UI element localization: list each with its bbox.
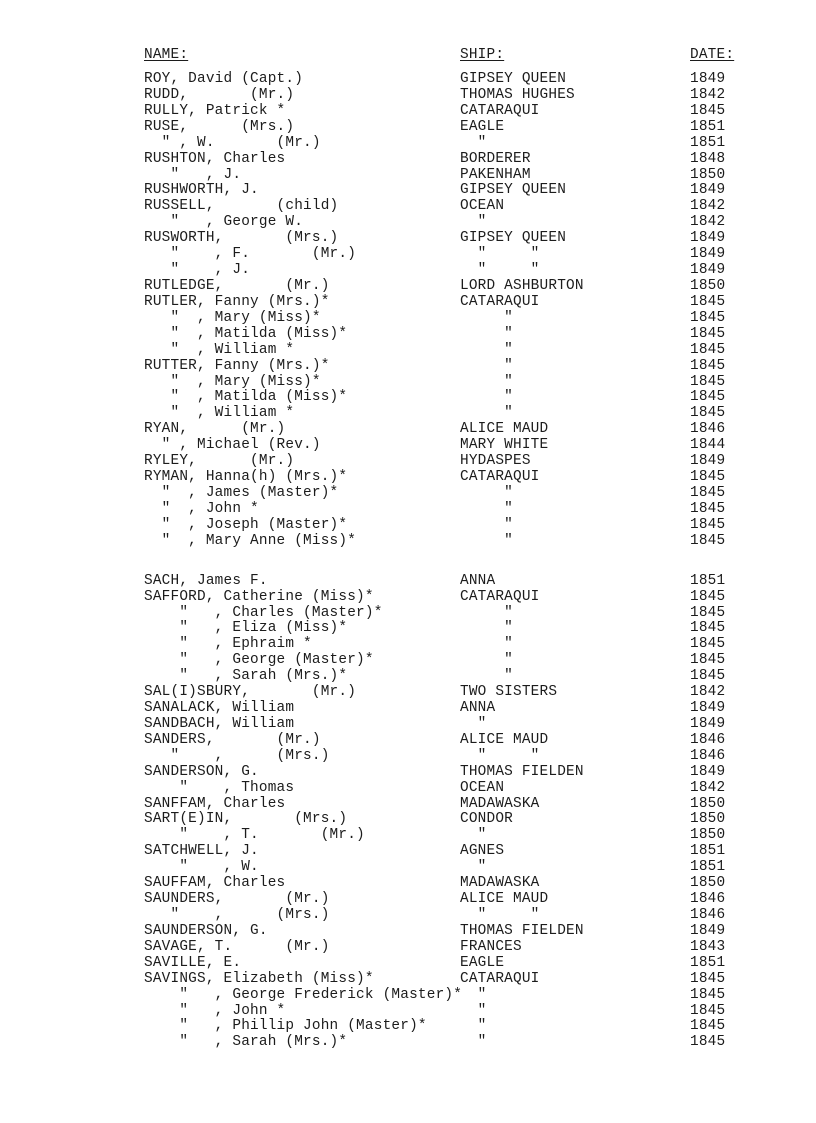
passenger-name: " , George Frederick (Master)*: [144, 986, 463, 1003]
ship-name: MADAWASKA: [460, 795, 540, 812]
ship-name: " ": [460, 262, 540, 279]
passenger-name: " , Eliza (Miss)*: [144, 620, 348, 637]
ship-name: AGNES: [460, 843, 505, 860]
passenger-name: " , James (Master)*: [144, 484, 339, 501]
passenger-name: RUSWORTH, (Mrs.): [144, 230, 339, 247]
ship-name: OCEAN: [460, 198, 505, 215]
passenger-name: RYAN, (Mr.): [144, 421, 286, 438]
passenger-row: [0, 590, 816, 606]
passenger-row: [0, 120, 816, 136]
ship-name: EAGLE: [460, 954, 505, 971]
arrival-year: 1845: [690, 652, 726, 669]
ship-name: ": [460, 532, 514, 549]
arrival-year: 1842: [690, 214, 726, 231]
arrival-year: 1850: [690, 795, 726, 812]
ship-name: CATARAQUI: [460, 588, 540, 605]
arrival-year: 1848: [690, 150, 726, 167]
arrival-year: 1845: [690, 357, 726, 374]
arrival-year: 1845: [690, 1018, 726, 1035]
passenger-name: " , J.: [144, 262, 251, 279]
arrival-year: 1849: [690, 700, 726, 717]
passenger-row: [0, 438, 816, 454]
ship-name: ": [460, 715, 487, 732]
ship-name: CATARAQUI: [460, 469, 540, 486]
passenger-row: [0, 518, 816, 534]
passenger-row: [0, 653, 816, 669]
passenger-row: [0, 701, 816, 717]
passenger-name: " , William *: [144, 405, 295, 422]
passenger-name: SAFFORD, Catherine (Miss)*: [144, 588, 374, 605]
passenger-name: SAVILLE, E.: [144, 954, 242, 971]
arrival-year: 1845: [690, 970, 726, 987]
ship-name: ": [460, 859, 487, 876]
passenger-row: [0, 606, 816, 622]
passenger-name: " , William *: [144, 341, 295, 358]
passenger-name: SAUNDERS, (Mr.): [144, 891, 330, 908]
arrival-year: 1845: [690, 102, 726, 119]
passenger-name: SANDBACH, William: [144, 715, 295, 732]
ship-name: MADAWASKA: [460, 875, 540, 892]
passenger-row: [0, 375, 816, 391]
arrival-year: 1842: [690, 198, 726, 215]
arrival-year: 1845: [690, 293, 726, 310]
ship-name: ": [460, 373, 514, 390]
passenger-row: [0, 717, 816, 733]
ship-name: MARY WHITE: [460, 437, 549, 454]
passenger-row: [0, 797, 816, 813]
ship-column-header: SHIP:: [460, 47, 505, 63]
passenger-row: [0, 574, 816, 590]
passenger-name: " , Charles (Master)*: [144, 604, 383, 621]
passenger-name: SATCHWELL, J.: [144, 843, 259, 860]
passenger-row: [0, 844, 816, 860]
passenger-name: RUSHTON, Charles: [144, 150, 286, 167]
passenger-row: [0, 199, 816, 215]
ship-name: ALICE MAUD: [460, 891, 549, 908]
ship-name: GIPSEY QUEEN: [460, 71, 567, 87]
arrival-year: 1845: [690, 986, 726, 1003]
passenger-name: RUDD, (Mr.): [144, 86, 295, 103]
ship-name: GIPSEY QUEEN: [460, 230, 567, 247]
ship-name: ": [460, 357, 514, 374]
passenger-name: SANALACK, William: [144, 700, 295, 717]
passenger-name: RUTLER, Fanny (Mrs.)*: [144, 293, 330, 310]
passenger-row: [0, 621, 816, 637]
passenger-row: [0, 924, 816, 940]
passenger-row: [0, 876, 816, 892]
passenger-row: [0, 311, 816, 327]
passenger-row: [0, 168, 816, 184]
passenger-name: " , W.: [144, 859, 259, 876]
passenger-row: [0, 637, 816, 653]
passenger-row: [0, 486, 816, 502]
passenger-name: SAVINGS, Elizabeth (Miss)*: [144, 970, 374, 987]
arrival-year: 1842: [690, 86, 726, 103]
ship-name: ": [460, 636, 514, 653]
passenger-name: " , J.: [144, 166, 242, 183]
passenger-row: [0, 534, 816, 550]
passenger-row: [0, 247, 816, 263]
ship-name: ANNA: [460, 572, 496, 589]
passenger-name: " , W. (Mr.): [144, 134, 321, 151]
ship-name: ": [460, 620, 514, 637]
ship-name: ALICE MAUD: [460, 421, 549, 438]
passenger-row: [0, 295, 816, 311]
ship-name: CATARAQUI: [460, 293, 540, 310]
ship-name: ": [460, 500, 514, 517]
ship-name: ": [460, 309, 514, 326]
ship-name: TWO SISTERS: [460, 684, 558, 701]
passenger-row: [0, 972, 816, 988]
ship-name: HYDASPES: [460, 453, 531, 470]
date-column-header: DATE:: [690, 47, 735, 63]
arrival-year: 1842: [690, 684, 726, 701]
passenger-row: [0, 183, 816, 199]
passenger-name: " , T. (Mr.): [144, 827, 365, 844]
arrival-year: 1842: [690, 779, 726, 796]
arrival-year: 1849: [690, 71, 726, 87]
passenger-name: SAUNDERSON, G.: [144, 922, 268, 939]
arrival-year: 1845: [690, 405, 726, 422]
passenger-row: [0, 406, 816, 422]
passenger-row: [0, 152, 816, 168]
passenger-row: [0, 749, 816, 765]
arrival-year: 1849: [690, 715, 726, 732]
arrival-year: 1845: [690, 373, 726, 390]
arrival-year: 1845: [690, 309, 726, 326]
section-gap: [0, 550, 816, 574]
ship-name: ": [460, 668, 514, 685]
ship-name: ": [460, 652, 514, 669]
ship-name: ": [460, 986, 487, 1003]
arrival-year: 1849: [690, 453, 726, 470]
passenger-row: [0, 1035, 816, 1051]
arrival-year: 1850: [690, 166, 726, 183]
name-column-header: NAME:: [144, 47, 189, 63]
ship-name: CATARAQUI: [460, 970, 540, 987]
ship-name: ": [460, 405, 514, 422]
arrival-year: 1845: [690, 1002, 726, 1019]
passenger-name: SANDERS, (Mr.): [144, 731, 321, 748]
passenger-name: " , Matilda (Miss)*: [144, 389, 348, 406]
passenger-name: SACH, James F.: [144, 572, 268, 589]
ship-name: GIPSEY QUEEN: [460, 182, 567, 199]
passenger-rows: [0, 72, 816, 1051]
arrival-year: 1844: [690, 437, 726, 454]
ship-name: ANNA: [460, 700, 496, 717]
ship-name: ": [460, 604, 514, 621]
arrival-year: 1846: [690, 421, 726, 438]
arrival-year: 1845: [690, 484, 726, 501]
passenger-row: [0, 860, 816, 876]
passenger-row: [0, 104, 816, 120]
passenger-row: [0, 263, 816, 279]
passenger-name: " , Phillip John (Master)*: [144, 1018, 427, 1035]
ship-name: ": [460, 827, 487, 844]
passenger-name: RUTLEDGE, (Mr.): [144, 277, 330, 294]
passenger-name: " , (Mrs.): [144, 907, 330, 924]
passenger-name: " , George (Master)*: [144, 652, 374, 669]
passenger-row: [0, 669, 816, 685]
passenger-name: SAL(I)SBURY, (Mr.): [144, 684, 357, 701]
passenger-row: [0, 422, 816, 438]
ship-name: THOMAS FIELDEN: [460, 922, 584, 939]
passenger-row: [0, 940, 816, 956]
passenger-row: [0, 136, 816, 152]
arrival-year: 1846: [690, 891, 726, 908]
arrival-year: 1849: [690, 262, 726, 279]
ship-name: LORD ASHBURTON: [460, 277, 584, 294]
passenger-name: " , F. (Mr.): [144, 246, 357, 263]
ship-name: ALICE MAUD: [460, 731, 549, 748]
passenger-name: " , Joseph (Master)*: [144, 516, 348, 533]
ship-name: ": [460, 341, 514, 358]
passenger-row: [0, 988, 816, 1004]
arrival-year: 1845: [690, 532, 726, 549]
arrival-year: 1845: [690, 341, 726, 358]
arrival-year: 1845: [690, 636, 726, 653]
ship-name: CATARAQUI: [460, 102, 540, 119]
passenger-row: [0, 828, 816, 844]
passenger-name: SANFFAM, Charles: [144, 795, 286, 812]
passenger-name: SANDERSON, G.: [144, 763, 259, 780]
ship-name: CONDOR: [460, 811, 514, 828]
passenger-row: [0, 892, 816, 908]
ship-name: " ": [460, 747, 540, 764]
ship-name: " ": [460, 246, 540, 263]
passenger-name: SART(E)IN, (Mrs.): [144, 811, 348, 828]
passenger-row: [0, 502, 816, 518]
ship-name: ": [460, 516, 514, 533]
arrival-year: 1846: [690, 747, 726, 764]
passenger-row: [0, 1019, 816, 1035]
passenger-name: " , Mary (Miss)*: [144, 309, 321, 326]
arrival-year: 1851: [690, 859, 726, 876]
arrival-year: 1845: [690, 389, 726, 406]
passenger-name: RYLEY, (Mr.): [144, 453, 295, 470]
arrival-year: 1849: [690, 246, 726, 263]
passenger-row: [0, 908, 816, 924]
arrival-year: 1845: [690, 500, 726, 517]
ship-name: ": [460, 1034, 487, 1051]
ship-name: ": [460, 134, 487, 151]
ship-name: PAKENHAM: [460, 166, 531, 183]
passenger-name: " , (Mrs.): [144, 747, 330, 764]
passenger-row: [0, 1004, 816, 1020]
passenger-name: " , Michael (Rev.): [144, 437, 321, 454]
arrival-year: 1849: [690, 922, 726, 939]
passenger-name: " , Matilda (Miss)*: [144, 325, 348, 342]
arrival-year: 1849: [690, 230, 726, 247]
passenger-name: " , John *: [144, 1002, 286, 1019]
arrival-year: 1845: [690, 604, 726, 621]
passenger-row: [0, 781, 816, 797]
passenger-name: RYMAN, Hanna(h) (Mrs.)*: [144, 469, 348, 486]
passenger-name: ROY, David (Capt.): [144, 71, 304, 87]
ship-name: EAGLE: [460, 118, 505, 135]
arrival-year: 1846: [690, 731, 726, 748]
passenger-name: " , Thomas: [144, 779, 295, 796]
passenger-row: [0, 279, 816, 295]
passenger-row: [0, 812, 816, 828]
ship-name: BORDERER: [460, 150, 531, 167]
arrival-year: 1843: [690, 938, 726, 955]
passenger-name: " , Mary Anne (Miss)*: [144, 532, 357, 549]
passenger-name: RUSHWORTH, J.: [144, 182, 259, 199]
arrival-year: 1850: [690, 811, 726, 828]
passenger-name: RULLY, Patrick *: [144, 102, 286, 119]
arrival-year: 1845: [690, 588, 726, 605]
arrival-year: 1845: [690, 620, 726, 637]
passenger-row: [0, 765, 816, 781]
arrival-year: 1851: [690, 118, 726, 135]
passenger-name: " , Mary (Miss)*: [144, 373, 321, 390]
arrival-year: 1845: [690, 668, 726, 685]
ship-name: " ": [460, 907, 540, 924]
passenger-name: " , John *: [144, 500, 259, 517]
passenger-row: [0, 231, 816, 247]
ship-name: OCEAN: [460, 779, 505, 796]
passenger-name: SAUFFAM, Charles: [144, 875, 286, 892]
ship-name: ": [460, 1018, 487, 1035]
passenger-name: SAVAGE, T. (Mr.): [144, 938, 330, 955]
arrival-year: 1851: [690, 134, 726, 151]
passenger-row: [0, 470, 816, 486]
passenger-row: [0, 454, 816, 470]
passenger-row: [0, 215, 816, 231]
arrival-year: 1851: [690, 954, 726, 971]
passenger-name: " , Sarah (Mrs.)*: [144, 668, 348, 685]
arrival-year: 1850: [690, 277, 726, 294]
passenger-name: " , George W.: [144, 214, 304, 231]
arrival-year: 1845: [690, 469, 726, 486]
passenger-name: " , Sarah (Mrs.)*: [144, 1034, 348, 1051]
arrival-year: 1845: [690, 1034, 726, 1051]
arrival-year: 1851: [690, 843, 726, 860]
passenger-name: RUSE, (Mrs.): [144, 118, 295, 135]
arrival-year: 1850: [690, 827, 726, 844]
ship-name: FRANCES: [460, 938, 522, 955]
passenger-row: [0, 343, 816, 359]
arrival-year: 1846: [690, 907, 726, 924]
ship-name: ": [460, 484, 514, 501]
arrival-year: 1849: [690, 182, 726, 199]
passenger-row: [0, 956, 816, 972]
arrival-year: 1850: [690, 875, 726, 892]
arrival-year: 1845: [690, 325, 726, 342]
passenger-row: [0, 685, 816, 701]
passenger-row: [0, 327, 816, 343]
passenger-row: [0, 88, 816, 104]
passenger-row: [0, 359, 816, 375]
passenger-row: [0, 72, 816, 88]
arrival-year: 1845: [690, 516, 726, 533]
passenger-row: [0, 390, 816, 406]
ship-name: ": [460, 1002, 487, 1019]
ship-name: ": [460, 325, 514, 342]
ship-name: THOMAS HUGHES: [460, 86, 575, 103]
arrival-year: 1849: [690, 763, 726, 780]
ship-name: THOMAS FIELDEN: [460, 763, 584, 780]
ship-name: ": [460, 389, 514, 406]
passenger-row: [0, 733, 816, 749]
ship-name: ": [460, 214, 487, 231]
arrival-year: 1851: [690, 572, 726, 589]
passenger-name: RUSSELL, (child): [144, 198, 339, 215]
passenger-name: " , Ephraim *: [144, 636, 312, 653]
passenger-name: RUTTER, Fanny (Mrs.)*: [144, 357, 330, 374]
